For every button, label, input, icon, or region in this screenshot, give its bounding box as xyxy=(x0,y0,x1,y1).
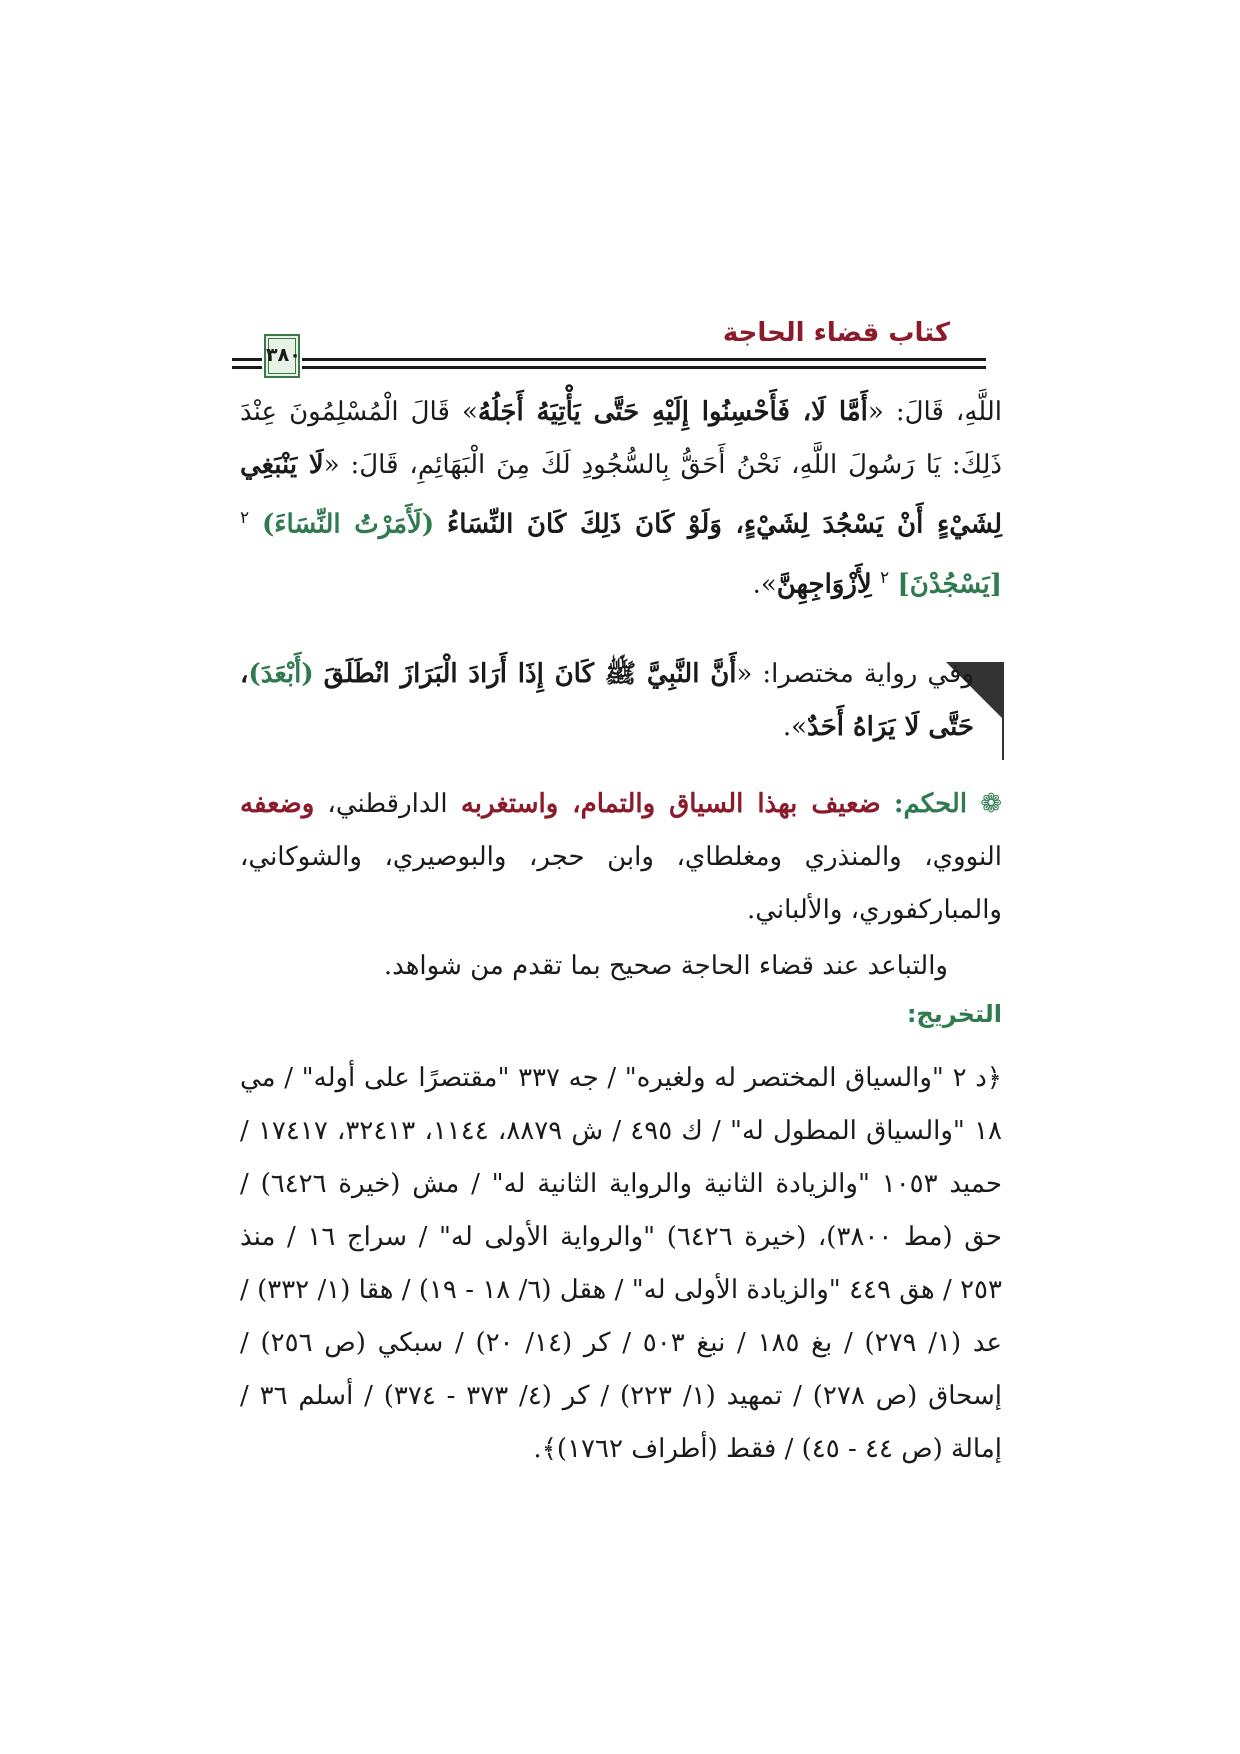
hadith-text: لَا يَنْبَغِي لِشَيْءٍ أَنْ يَسْجُدَ لِشَيْءٍ، وَلَوْ كَانَ ذَلِكَ كَانَ النِّسَاءُ xyxy=(240,450,1002,540)
text: ». xyxy=(752,569,777,600)
hadith-text: أَنَّ النَّبِيَّ ﷺ كَانَ إِذَا أَرَادَ الْبَرَازَ انْطَلَقَ xyxy=(323,659,737,689)
footnote-marker: ٢ xyxy=(240,508,250,528)
header-rule-bottom xyxy=(302,366,986,369)
text: النووي، والمنذري ومغلطاي، وابن حجر، والبوصيري، والشوكاني، والمباركفوري، والألباني. xyxy=(240,842,1002,925)
page-number: ٣٨٠ xyxy=(266,344,301,366)
hadith-text: لِأَزْوَاجِهِنَّ xyxy=(776,569,872,600)
hukm-verdict: ضعيف بهذا السياق والتمام، واستغربه xyxy=(460,789,881,819)
hadith-text: أَمَّا لَا، فَأَحْسِنُوا إِلَيْهِ حَتَّى يَأْتِيَهُ أَجَلُهُ xyxy=(477,397,868,427)
takhrij-heading: التخريج: xyxy=(906,1000,1002,1028)
hadith-paragraph xyxy=(240,386,1002,611)
header-rule-top xyxy=(302,358,986,361)
text: اللَّهِ، قَالَ: « xyxy=(867,397,1003,427)
running-title: كتاب قضاء الحاجة xyxy=(722,318,950,348)
hukm-verdict: وضعفه xyxy=(240,789,315,819)
flower-icon: ❁ xyxy=(980,789,1003,819)
text: ». xyxy=(782,712,808,742)
text: وفي رواية مختصرا: « xyxy=(736,659,974,689)
page-number-badge xyxy=(264,334,300,378)
narration-paragraph xyxy=(240,648,974,754)
footnote-marker: ٢ xyxy=(880,567,890,588)
takhrij-paragraph: ﴿د ٢ "والسياق المختصر له ولغيره" / جه ٣٣٧ "مقتصرًا على أوله" / مي ١٨ "والسياق المطول له" / ك ٤٩٥ / ش ٨٨٧٩، ١١٤٤، ٣٢٤١٣، ١٧٤١٧ / حميد ١٠٥٣ "والزيادة الثانية والرواية الثانية له" / مش (خيرة ٦٤٢٦) / حق (مط ٣٨٠٠)، (خيرة ٦٤٢٦) "والرواية الأولى له" / سراج ١٦ / منذ ٢٥٣ / هق ٤٤٩ "والزيادة الأولى له" / هقل (٦/ ١٨ - ١٩) / هقا (١/ ٣٣٢) / عد (١/ ٢٧٩) / بغ ١٨٥ / نبغ ٥٠٣ / كر (١٤/ ٢٠) / سبكي (ص ٢٥٦) / إسحاق (ص ٢٧٨) / تمهيد (١/ ٢٢٣) / كر (٤/ ٣٧٣ - ٣٧٤) / أسلم ٣٦ / إمالة (ص ٤٤ - ٤٥) / فقط (أطراف ١٧٦٢)﴾. xyxy=(240,1063,1003,1464)
note-paragraph: والتباعد عند قضاء الحاجة صحيح بما تقدم من شواهد. xyxy=(383,951,948,981)
variant-text: [يَسْجُدْنَ] xyxy=(897,569,1002,600)
hadith-text: ، حَتَّى لَا يَرَاهُ أَحَدٌ xyxy=(240,659,974,742)
header-rule-stub-bottom xyxy=(232,366,262,369)
hukm-paragraph xyxy=(240,778,1002,937)
text: الدارقطني، xyxy=(327,789,448,819)
variant-text: (لَأَمَرْتُ النِّسَاءَ) xyxy=(261,509,435,540)
variant-text: (أَبْعَدَ) xyxy=(248,659,314,689)
header-rule-stub-top xyxy=(232,358,262,361)
text: » قَالَ الْمُسْلِمُونَ عِنْدَ ذَلِكَ: يَا رَسُولَ اللَّهِ، نَحْنُ أَحَقُّ بِالسُّجُودِ لَكَ مِنَ الْبَهَائِمِ، قَالَ: « xyxy=(240,397,1002,480)
hukm-label: الحكم: xyxy=(893,789,968,819)
narration-side-line xyxy=(1002,662,1004,760)
